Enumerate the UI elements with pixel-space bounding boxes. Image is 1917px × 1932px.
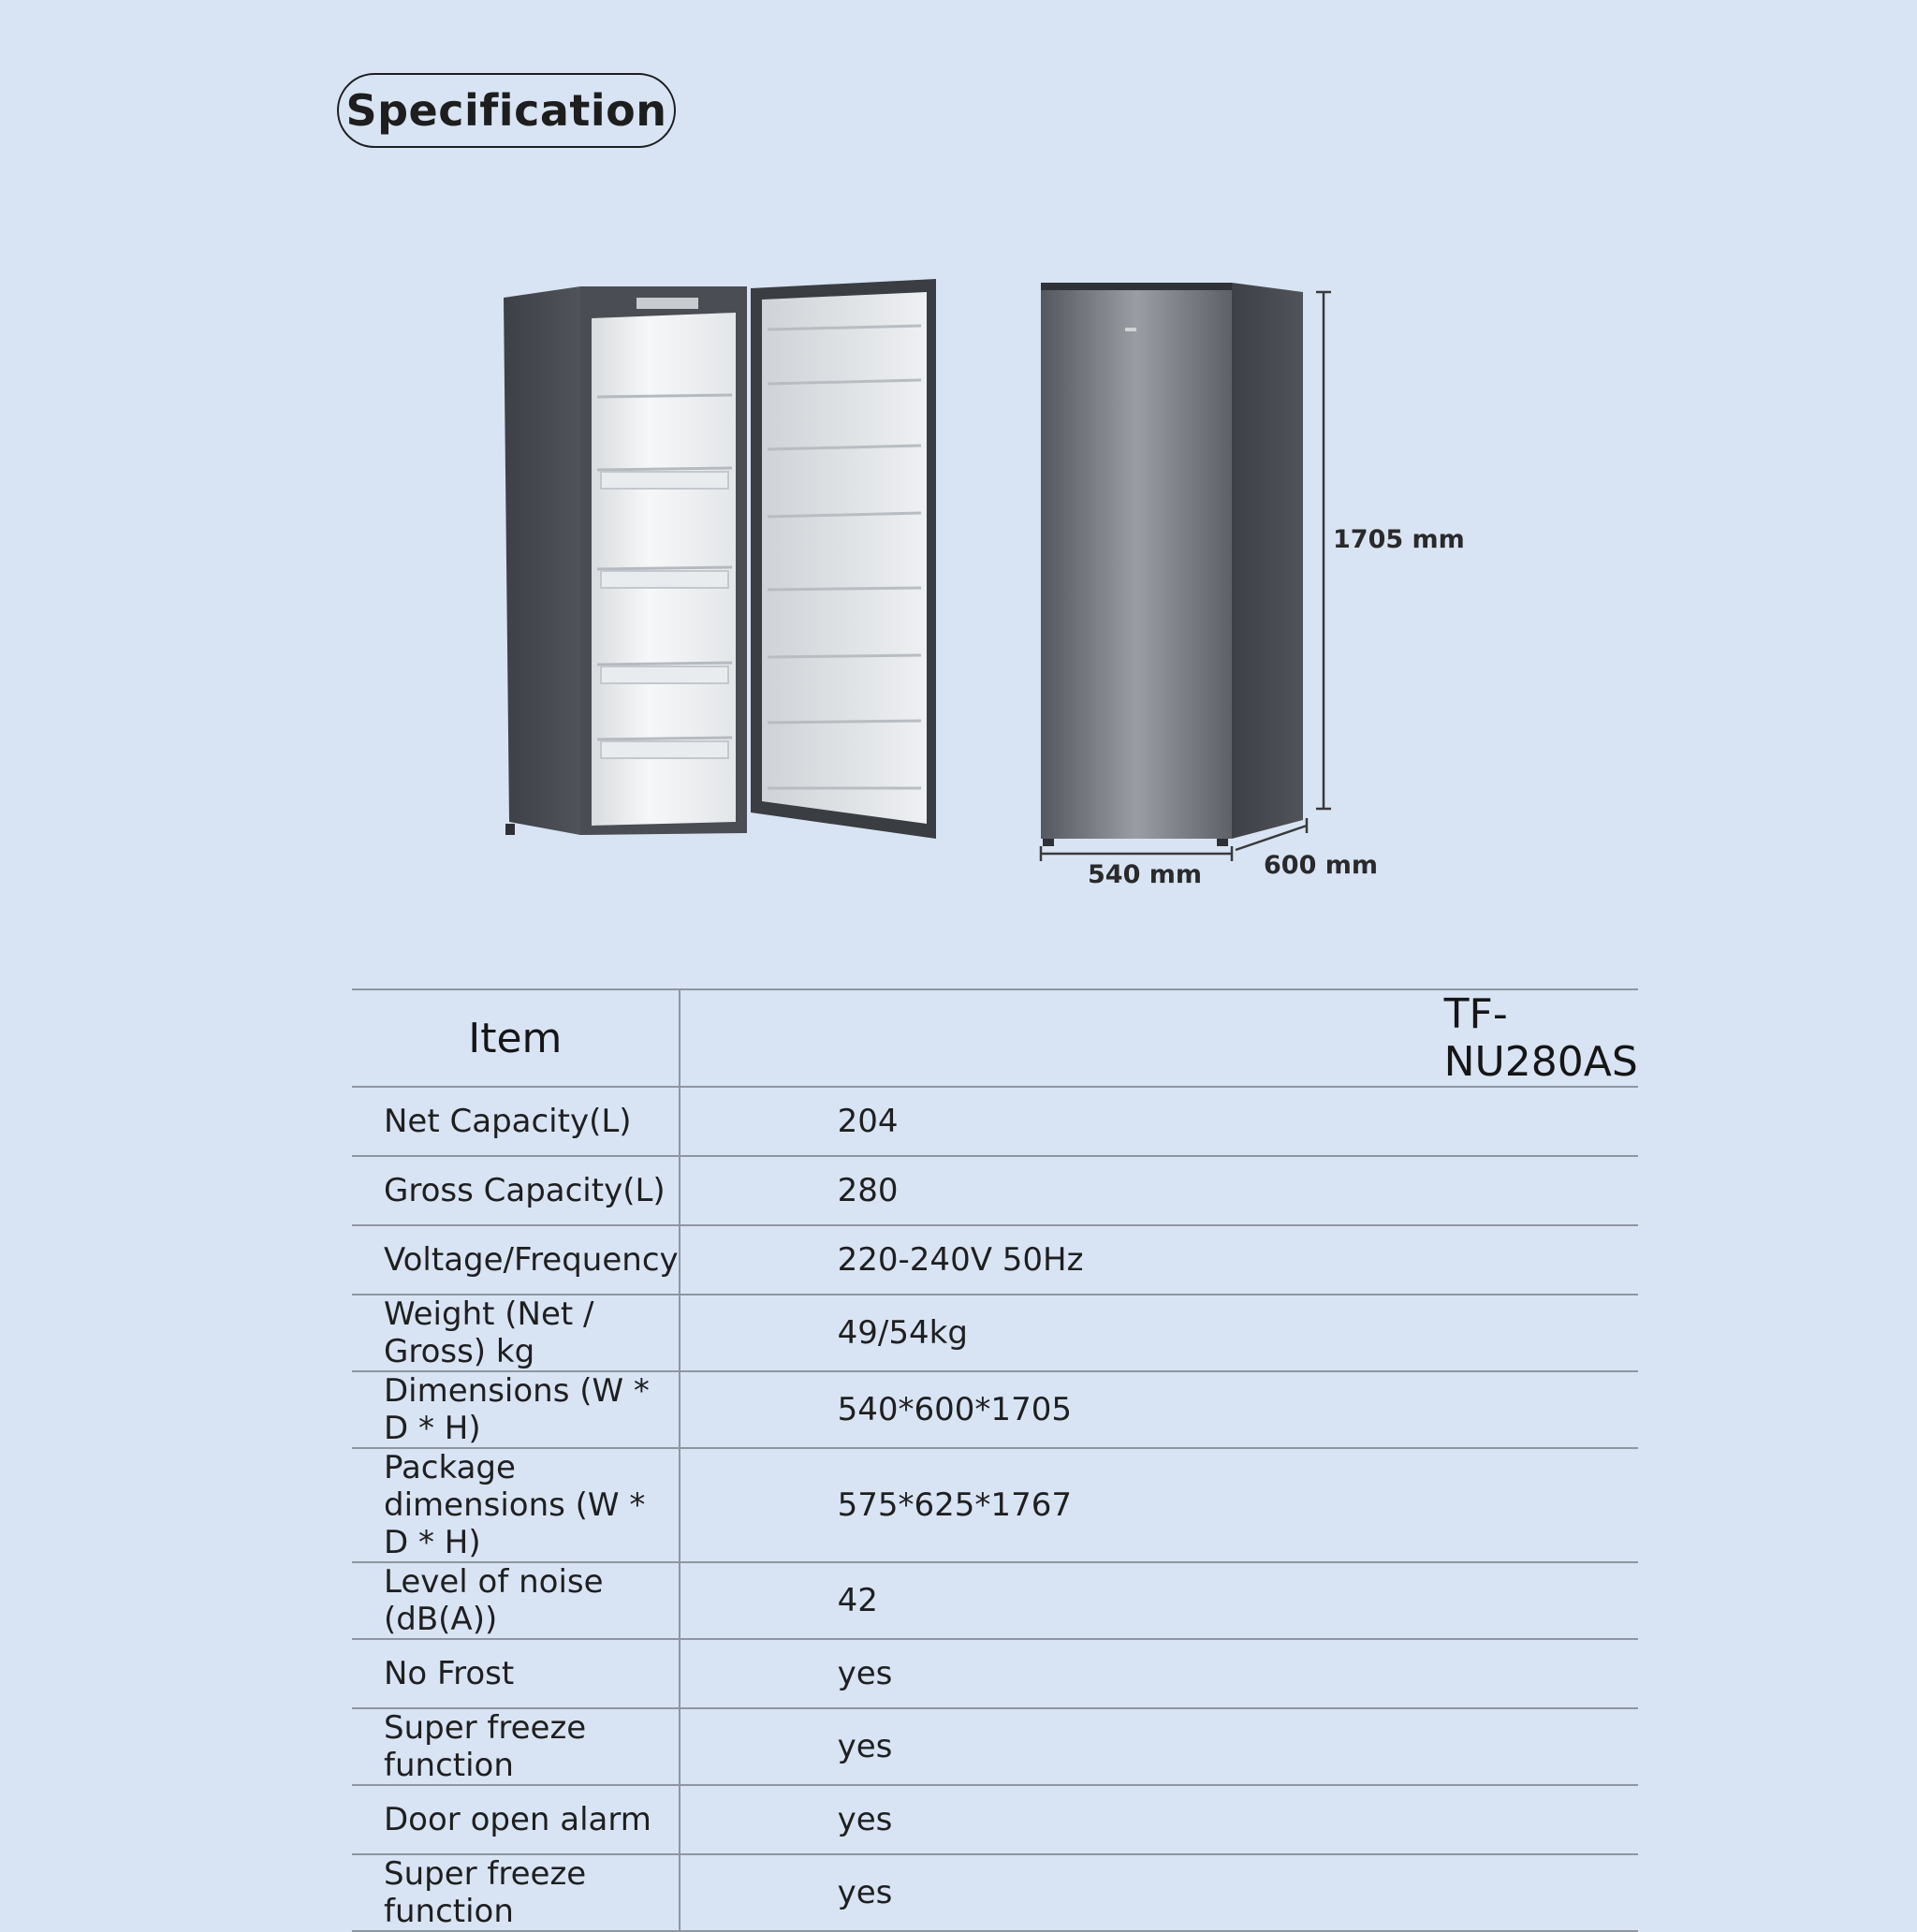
row-item: Gross Capacity(L) [352, 1156, 680, 1225]
row-value: 220-240V 50Hz [680, 1225, 1638, 1295]
row-item: Super freeze function [352, 1854, 680, 1931]
freezer-drawing [487, 271, 1516, 908]
row-item: Super freeze function [352, 1708, 680, 1785]
table-row [352, 1225, 1638, 1295]
column-header-model [680, 989, 1638, 1087]
row-item: Voltage/Frequency [352, 1225, 680, 1295]
freezer-illustration [487, 271, 1516, 908]
table-row [352, 1708, 1638, 1785]
table-row [352, 1156, 1638, 1225]
row-item: Level of noise (dB(A)) [352, 1562, 680, 1639]
table-row [352, 1785, 1638, 1854]
row-item: Dimensions (W * D * H) [352, 1371, 680, 1448]
specification-title: Specification [337, 73, 676, 148]
row-value: 204 [680, 1087, 1638, 1156]
row-value: 575*625*1767 [680, 1448, 1638, 1562]
row-value: yes [680, 1708, 1638, 1785]
row-item: Package dimensions (W * D * H) [352, 1448, 680, 1562]
open-freezer [504, 279, 936, 839]
row-item: Net Capacity(L) [352, 1087, 680, 1156]
table-row [352, 1562, 1638, 1639]
table-row [352, 1371, 1638, 1448]
row-value: 49/54kg [680, 1295, 1638, 1371]
table-row [352, 1639, 1638, 1708]
row-value: yes [680, 1854, 1638, 1931]
table-row [352, 1854, 1638, 1931]
row-value: 42 [680, 1562, 1638, 1639]
row-value: yes [680, 1639, 1638, 1708]
table-row [352, 1448, 1638, 1562]
column-header-item: Item [352, 989, 680, 1087]
table-row [352, 1295, 1638, 1371]
width-dimension-label: 540 mm [1088, 860, 1203, 889]
row-item: Weight (Net / Gross) kg [352, 1295, 680, 1371]
depth-dimension-label: 600 mm [1264, 851, 1379, 880]
row-value: 540*600*1705 [680, 1371, 1638, 1448]
model-name: TF-NU280AS [1443, 990, 1638, 1086]
row-value: yes [680, 1785, 1638, 1854]
table-row [352, 1087, 1638, 1156]
specification-table [352, 988, 1638, 1932]
row-item: Door open alarm [352, 1785, 680, 1854]
row-value: 280 [680, 1156, 1638, 1225]
closed-freezer [1041, 283, 1303, 846]
row-item: No Frost [352, 1639, 680, 1708]
table-header-row [352, 989, 1638, 1087]
height-dimension-label: 1705 mm [1333, 525, 1465, 554]
